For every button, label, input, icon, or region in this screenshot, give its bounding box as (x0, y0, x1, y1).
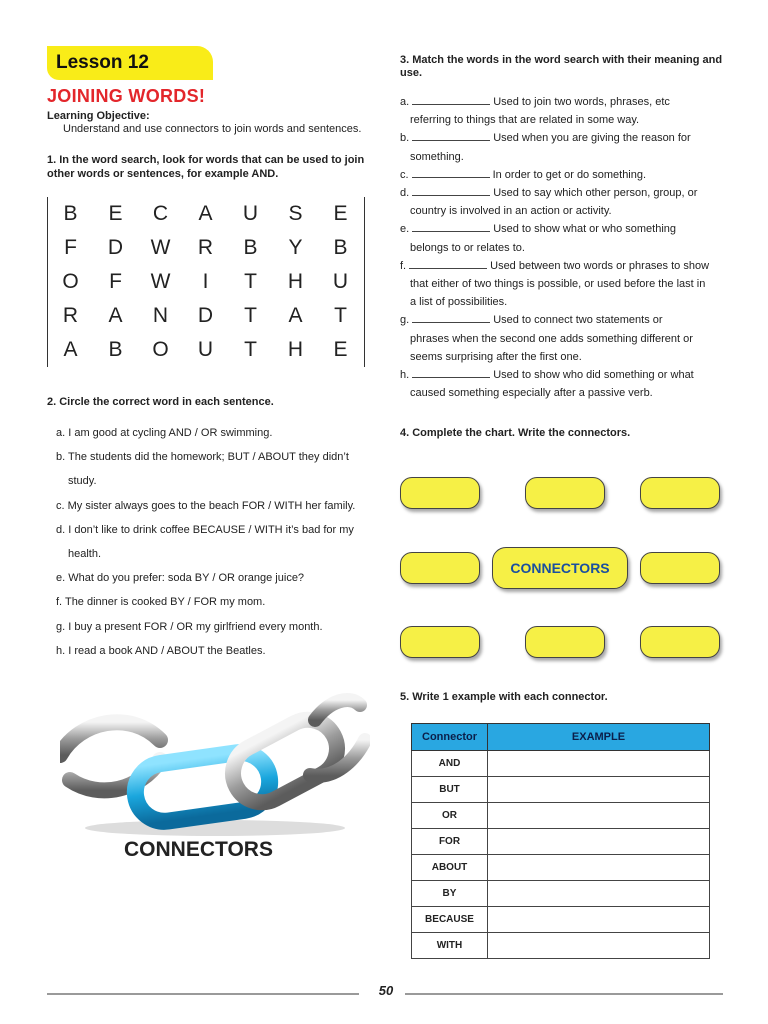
lesson-tab (47, 46, 213, 80)
connector-cell: BUT (412, 777, 488, 803)
match-definition-cont: caused something especially after a passive verb. (410, 387, 653, 400)
word-search-letter[interactable]: U (197, 338, 214, 361)
word-search-letter[interactable]: D (107, 236, 124, 259)
match-item (400, 166, 730, 184)
word-search-letter[interactable]: B (108, 338, 123, 361)
word-search-grid[interactable] (47, 197, 365, 367)
word-search-letter[interactable]: Y (288, 236, 303, 259)
word-search-letter[interactable]: H (287, 270, 304, 293)
table-row (412, 751, 710, 777)
example-cell[interactable] (488, 803, 710, 829)
table-row (412, 855, 710, 881)
match-definition: Used to show who did something or what (493, 369, 694, 382)
word-search-row (48, 231, 364, 265)
word-search-letter[interactable]: W (150, 236, 171, 259)
question-1-text: 1. In the word search, look for words that can be used to join other words or sentences, for example AND. (47, 154, 365, 180)
connector-example-table (411, 723, 710, 959)
match-item (400, 257, 730, 275)
connector-cell: BY (412, 881, 488, 907)
connectors-caption: CONNECTORS (124, 838, 273, 861)
word-search-letter[interactable]: T (244, 270, 257, 293)
word-search-letter[interactable]: E (333, 338, 348, 361)
match-letter: a. (400, 96, 410, 108)
example-cell[interactable] (488, 907, 710, 933)
word-search-letter[interactable]: E (108, 202, 123, 225)
word-search-letter[interactable]: S (288, 202, 303, 225)
sentence-b-cont: study. (68, 475, 97, 488)
footer-rule-right (405, 993, 723, 995)
column-header-connector: Connector (412, 724, 488, 751)
answer-blank[interactable] (412, 185, 490, 196)
match-definition: Used to show what or who something (493, 223, 677, 236)
sentence-d[interactable]: d. I don’t like to drink coffee BECAUSE / WITH it’s bad for my (56, 523, 354, 536)
word-search-letter[interactable]: O (152, 338, 169, 361)
word-search-row (48, 299, 364, 333)
word-search-letter[interactable]: T (334, 304, 347, 327)
sentence-list (56, 421, 376, 663)
sentence-d-cont: health. (68, 548, 102, 561)
match-definition: In order to get or do something. (492, 168, 647, 181)
question-2-heading: 2. Circle the correct word in each sentence. (47, 396, 274, 408)
match-letter: c. (400, 168, 409, 181)
question-5-heading: 5. Write 1 example with each connector. (400, 691, 608, 703)
word-search-row (48, 265, 364, 299)
word-search-letter[interactable]: F (109, 270, 122, 293)
match-item (400, 366, 730, 384)
column-header-example: EXAMPLE (488, 724, 710, 751)
objective-text: Understand and use connectors to join words and sentences. (63, 123, 362, 135)
word-search-letter[interactable]: A (63, 338, 78, 361)
word-search-letter[interactable]: T (244, 338, 257, 361)
match-item (400, 129, 730, 147)
connector-cell: WITH (412, 933, 488, 959)
example-cell[interactable] (488, 933, 710, 959)
word-search-letter[interactable]: R (62, 304, 79, 327)
connector-cell: OR (412, 803, 488, 829)
connector-blank-7[interactable] (525, 626, 605, 658)
page-number: 50 (378, 983, 394, 998)
match-definition-cont: referring to things that are related in some way. (410, 114, 640, 127)
match-definition: Used to join two words, phrases, etc (493, 96, 670, 108)
example-cell[interactable] (488, 751, 710, 777)
objective-heading: Learning Objective: (47, 110, 150, 122)
word-search-letter[interactable]: N (152, 304, 169, 327)
sentence-a[interactable]: a. I am good at cycling AND / OR swimming. (56, 427, 273, 439)
match-item (400, 311, 730, 329)
match-definition-cont: that either of two things is possible, or used before the last in (410, 278, 706, 291)
question-3-heading: 3. Match the words in the word search with their meaning and use. (400, 54, 723, 79)
matching-list (400, 93, 730, 402)
match-definition-cont: something. (410, 150, 464, 163)
match-definition-cont: belongs to or relates to. (410, 241, 525, 254)
table-row (412, 881, 710, 907)
word-search-letter[interactable]: A (288, 304, 303, 327)
word-search-letter[interactable]: B (243, 236, 258, 259)
answer-blank[interactable] (412, 312, 490, 323)
word-search-letter[interactable]: D (197, 304, 214, 327)
connector-blank-3[interactable] (640, 477, 720, 509)
word-search-letter[interactable]: F (64, 236, 77, 259)
match-definition: Used between two words or phrases to show (490, 259, 710, 272)
word-search-letter[interactable]: B (63, 202, 78, 225)
sentence-b[interactable]: b. The students did the homework; BUT / ABOUT they didn’t (56, 451, 349, 464)
match-letter: d. (400, 187, 410, 200)
table-row (412, 777, 710, 803)
sentence-c[interactable]: c. My sister always goes to the beach FOR / WITH her family. (56, 499, 356, 512)
question-4-heading: 4. Complete the chart. Write the connectors. (400, 427, 631, 439)
word-search-letter[interactable]: A (108, 304, 123, 327)
table-row (412, 829, 710, 855)
connector-blank-5[interactable] (640, 552, 720, 584)
sentence-f[interactable]: f. The dinner is cooked BY / FOR my mom. (56, 596, 266, 609)
answer-blank[interactable] (409, 258, 487, 269)
lesson-number: Lesson 12 (56, 52, 149, 73)
connector-cell: ABOUT (412, 855, 488, 881)
match-letter: e. (400, 223, 410, 236)
connector-blank-6[interactable] (400, 626, 480, 658)
example-cell[interactable] (488, 881, 710, 907)
match-definition-cont: seems surprising after the first one. (410, 350, 582, 363)
answer-blank[interactable] (412, 130, 490, 141)
connector-blank-2[interactable] (525, 477, 605, 509)
table-row (412, 803, 710, 829)
word-search-letter[interactable]: E (333, 202, 348, 225)
word-search-letter[interactable]: W (150, 270, 171, 293)
word-search-row (48, 333, 364, 367)
table-row (412, 933, 710, 959)
word-search-letter[interactable]: O (62, 270, 79, 293)
match-item (400, 184, 730, 202)
answer-blank[interactable] (412, 167, 490, 178)
match-definition-cont: phrases when the second one adds something different or (410, 332, 693, 345)
footer-rule-left (47, 993, 359, 995)
match-definition-cont: country is involved in an action or activity. (410, 205, 612, 218)
connector-blank-4[interactable] (400, 552, 480, 584)
match-letter: f. (400, 259, 407, 272)
word-search-letter[interactable]: U (242, 202, 259, 225)
example-cell[interactable] (488, 829, 710, 855)
chain-links-illustration (60, 680, 370, 840)
match-definition: Used when you are giving the reason for (493, 132, 691, 145)
match-letter: g. (400, 314, 410, 327)
answer-blank[interactable] (412, 367, 490, 378)
sentence-g[interactable]: g. I buy a present FOR / OR my girlfriend every month. (56, 620, 323, 633)
connector-cell: BECAUSE (412, 907, 488, 933)
match-letter: b. (400, 132, 410, 145)
word-search-letter[interactable]: U (332, 270, 349, 293)
word-search-letter[interactable]: B (333, 236, 348, 259)
word-search-letter[interactable]: H (287, 338, 304, 361)
connectors-center-bubble: CONNECTORS (492, 547, 628, 589)
word-search-letter[interactable]: T (244, 304, 257, 327)
connector-cell: FOR (412, 829, 488, 855)
page-title: JOINING WORDS! (47, 86, 206, 106)
match-definition: Used to connect two statements or (493, 314, 663, 327)
word-search-letter[interactable]: I (202, 270, 209, 293)
word-search-letter[interactable]: R (197, 236, 214, 259)
match-definition-cont: a list of possibilities. (410, 296, 508, 309)
connector-blank-1[interactable] (400, 477, 480, 509)
match-item (400, 220, 730, 238)
connector-blank-8[interactable] (640, 626, 720, 658)
answer-blank[interactable] (412, 221, 490, 232)
connector-cell: AND (412, 751, 488, 777)
answer-blank[interactable] (412, 94, 490, 105)
match-letter: h. (400, 369, 410, 382)
table-row (412, 907, 710, 933)
word-search-row (48, 197, 364, 231)
word-search-letter[interactable]: C (152, 202, 169, 225)
example-cell[interactable] (488, 855, 710, 881)
match-definition: Used to say which other person, group, or (493, 187, 698, 200)
sentence-h[interactable]: h. I read a book AND / ABOUT the Beatles. (56, 644, 266, 657)
match-item (400, 93, 730, 111)
sentence-e[interactable]: e. What do you prefer: soda BY / OR orange juice? (56, 572, 305, 585)
example-cell[interactable] (488, 777, 710, 803)
word-search-letter[interactable]: A (198, 202, 213, 225)
